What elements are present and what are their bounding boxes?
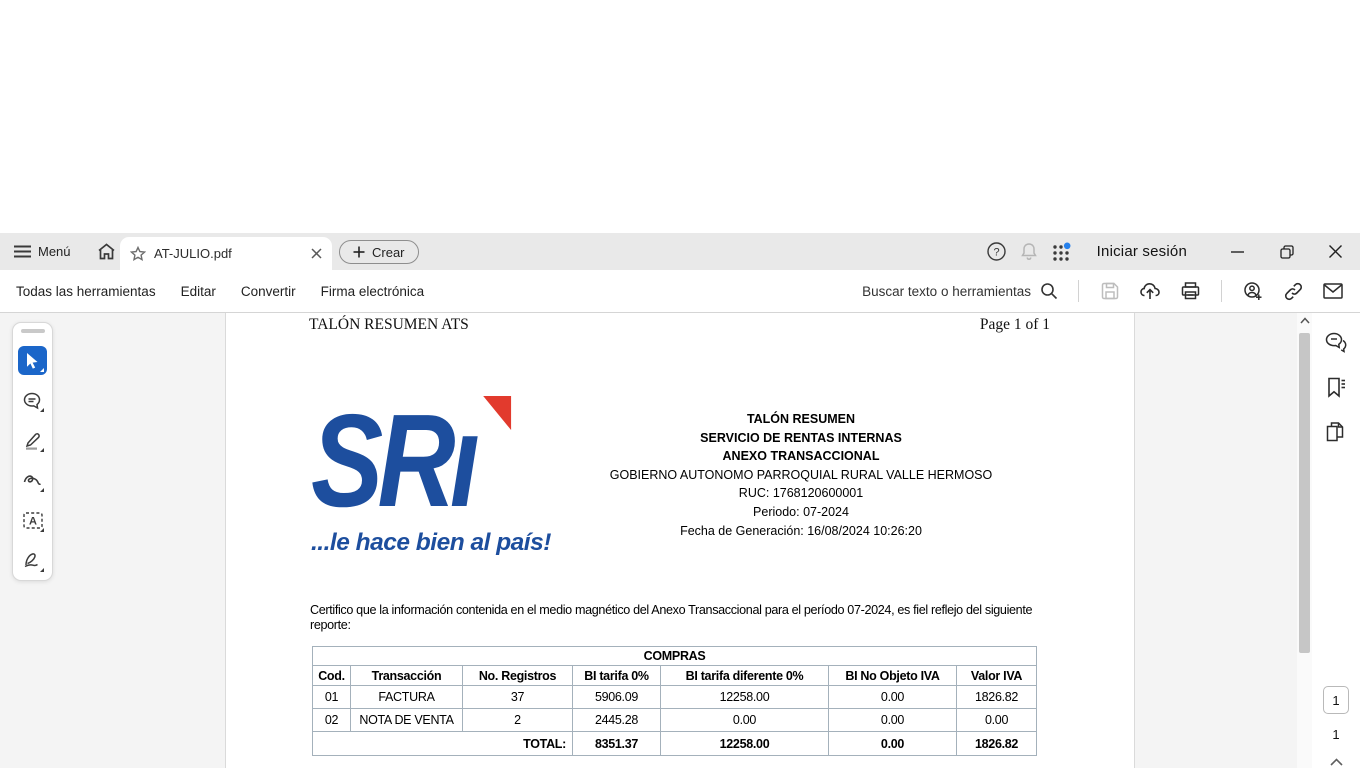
table-header-row [313, 666, 1037, 686]
pdf-page [225, 313, 1135, 768]
star-icon[interactable] [130, 246, 146, 262]
create-label: Crear [372, 244, 405, 260]
table-title: COMPRAS [313, 647, 1037, 666]
notifications-bell-icon[interactable] [1013, 242, 1045, 261]
col-header: BI tarifa 0% [573, 666, 661, 686]
page-number-input[interactable]: 1 [1323, 686, 1349, 714]
draw-tool[interactable] [18, 466, 47, 495]
col-header: Cod. [313, 666, 351, 686]
col-header: Valor IVA [957, 666, 1037, 686]
home-icon [97, 243, 116, 260]
info-line: SERVICIO DE RENTAS INTERNAS [700, 430, 902, 445]
cell: NOTA DE VENTA [351, 709, 463, 732]
cloud-upload-icon[interactable] [1135, 276, 1165, 306]
pages-panel-icon[interactable] [1323, 419, 1349, 445]
collapse-chevron-icon[interactable] [1330, 758, 1343, 766]
floating-tools-panel [12, 322, 53, 581]
save-button [1095, 276, 1125, 306]
apps-grid-icon[interactable] [1045, 242, 1077, 262]
sign-in-button[interactable]: Iniciar sesión [1096, 243, 1187, 260]
total-cell: 1826.82 [957, 732, 1037, 756]
bookmarks-panel-icon[interactable] [1323, 374, 1349, 400]
total-cell: 0.00 [829, 732, 957, 756]
restore-button[interactable] [1262, 233, 1311, 270]
info-line: Periodo: 07-2024 [753, 504, 849, 519]
close-tab-icon[interactable] [311, 248, 322, 259]
col-header: BI No Objeto IVA [829, 666, 957, 686]
total-cell: 8351.37 [573, 732, 661, 756]
compras-table [312, 646, 1037, 756]
esign-menu[interactable]: Firma electrónica [320, 283, 425, 299]
menu-label: Menú [38, 244, 71, 259]
divider [1078, 280, 1079, 302]
textbox-tool[interactable] [18, 506, 47, 535]
vertical-scrollbar[interactable] [1297, 313, 1312, 768]
cell: 0.00 [957, 709, 1037, 732]
panel-drag-handle[interactable] [21, 329, 45, 333]
search-bar[interactable] [862, 282, 1058, 300]
title-bar [0, 233, 1360, 270]
cell: FACTURA [351, 686, 463, 709]
link-icon[interactable] [1278, 276, 1308, 306]
certification-text: Certifico que la información contenida en el medio magnético del Anexo Transaccional para el período 07-2024, es fiel reflejo del siguiente reporte: [310, 603, 1033, 632]
col-header: Transacción [351, 666, 463, 686]
divider [1221, 280, 1222, 302]
total-label: TOTAL: [313, 732, 573, 756]
home-button[interactable] [97, 243, 116, 260]
print-icon[interactable] [1175, 276, 1205, 306]
cell: 12258.00 [661, 686, 829, 709]
request-signature-icon[interactable] [1238, 276, 1268, 306]
svg-text:A: A [28, 515, 37, 528]
email-icon[interactable] [1318, 276, 1348, 306]
total-cell: 12258.00 [661, 732, 829, 756]
all-tools-menu[interactable]: Todas las herramientas [16, 283, 156, 299]
doc-page-indicator: Page 1 of 1 [979, 316, 1050, 333]
cell: 0.00 [829, 686, 957, 709]
search-label: Buscar texto o herramientas [862, 283, 1031, 299]
document-viewer [0, 313, 1297, 768]
search-icon [1040, 282, 1058, 300]
table-row [313, 709, 1037, 732]
logo-red-triangle-icon [483, 396, 511, 430]
logo-i: ı [449, 387, 475, 534]
table-row [313, 686, 1037, 709]
cell: 2 [463, 709, 573, 732]
cell: 1826.82 [957, 686, 1037, 709]
page-total-label: 1 [1332, 727, 1340, 742]
table-total-row [313, 732, 1037, 756]
comment-tool[interactable] [18, 386, 47, 415]
scroll-up-icon[interactable] [1297, 317, 1312, 331]
select-tool[interactable] [18, 346, 47, 375]
acrobat-window [0, 233, 1360, 768]
document-info-block [526, 410, 1076, 540]
col-header: No. Registros [463, 666, 573, 686]
logo-sr: SR [311, 387, 450, 534]
right-panel-rail [1312, 313, 1360, 768]
scrollbar-thumb[interactable] [1299, 333, 1310, 653]
minimize-button[interactable] [1213, 233, 1262, 270]
edit-menu[interactable]: Editar [180, 283, 216, 299]
highlight-tool[interactable] [18, 426, 47, 455]
logo-tagline: ...le hace bien al país! [311, 529, 551, 556]
menu-button[interactable] [14, 244, 71, 259]
info-line: TALÓN RESUMEN [746, 412, 856, 426]
close-button[interactable] [1311, 233, 1360, 270]
cell: 37 [463, 686, 573, 709]
sri-logo [311, 387, 561, 557]
cell: 5906.09 [573, 686, 661, 709]
doc-running-header: TALÓN RESUMEN ATS [309, 316, 469, 333]
cell: 2445.28 [573, 709, 661, 732]
cell: 0.00 [661, 709, 829, 732]
col-header: BI tarifa diferente 0% [661, 666, 829, 686]
create-button[interactable] [339, 240, 419, 264]
document-tab[interactable] [120, 237, 332, 270]
cell: 01 [313, 686, 351, 709]
cell: 02 [313, 709, 351, 732]
info-line: RUC: 1768120600001 [738, 486, 864, 501]
info-line: ANEXO TRANSACCIONAL [722, 449, 880, 464]
sign-tool[interactable] [18, 546, 47, 575]
cell: 0.00 [829, 709, 957, 732]
quick-toolbar [0, 270, 1360, 313]
comments-panel-icon[interactable] [1323, 329, 1349, 355]
info-line: GOBIERNO AUTONOMO PARROQUIAL RURAL VALLE HERMOSO [609, 467, 993, 482]
info-line: Fecha de Generación: 16/08/2024 10:26:20 [680, 523, 922, 538]
convert-menu[interactable]: Convertir [240, 283, 296, 299]
plus-icon [353, 246, 365, 258]
help-button[interactable] [981, 242, 1013, 261]
tab-title: AT-JULIO.pdf [154, 246, 232, 261]
hamburger-menu-icon [14, 245, 31, 258]
svg-text:?: ? [993, 246, 1000, 259]
page-navigation [1312, 686, 1360, 768]
